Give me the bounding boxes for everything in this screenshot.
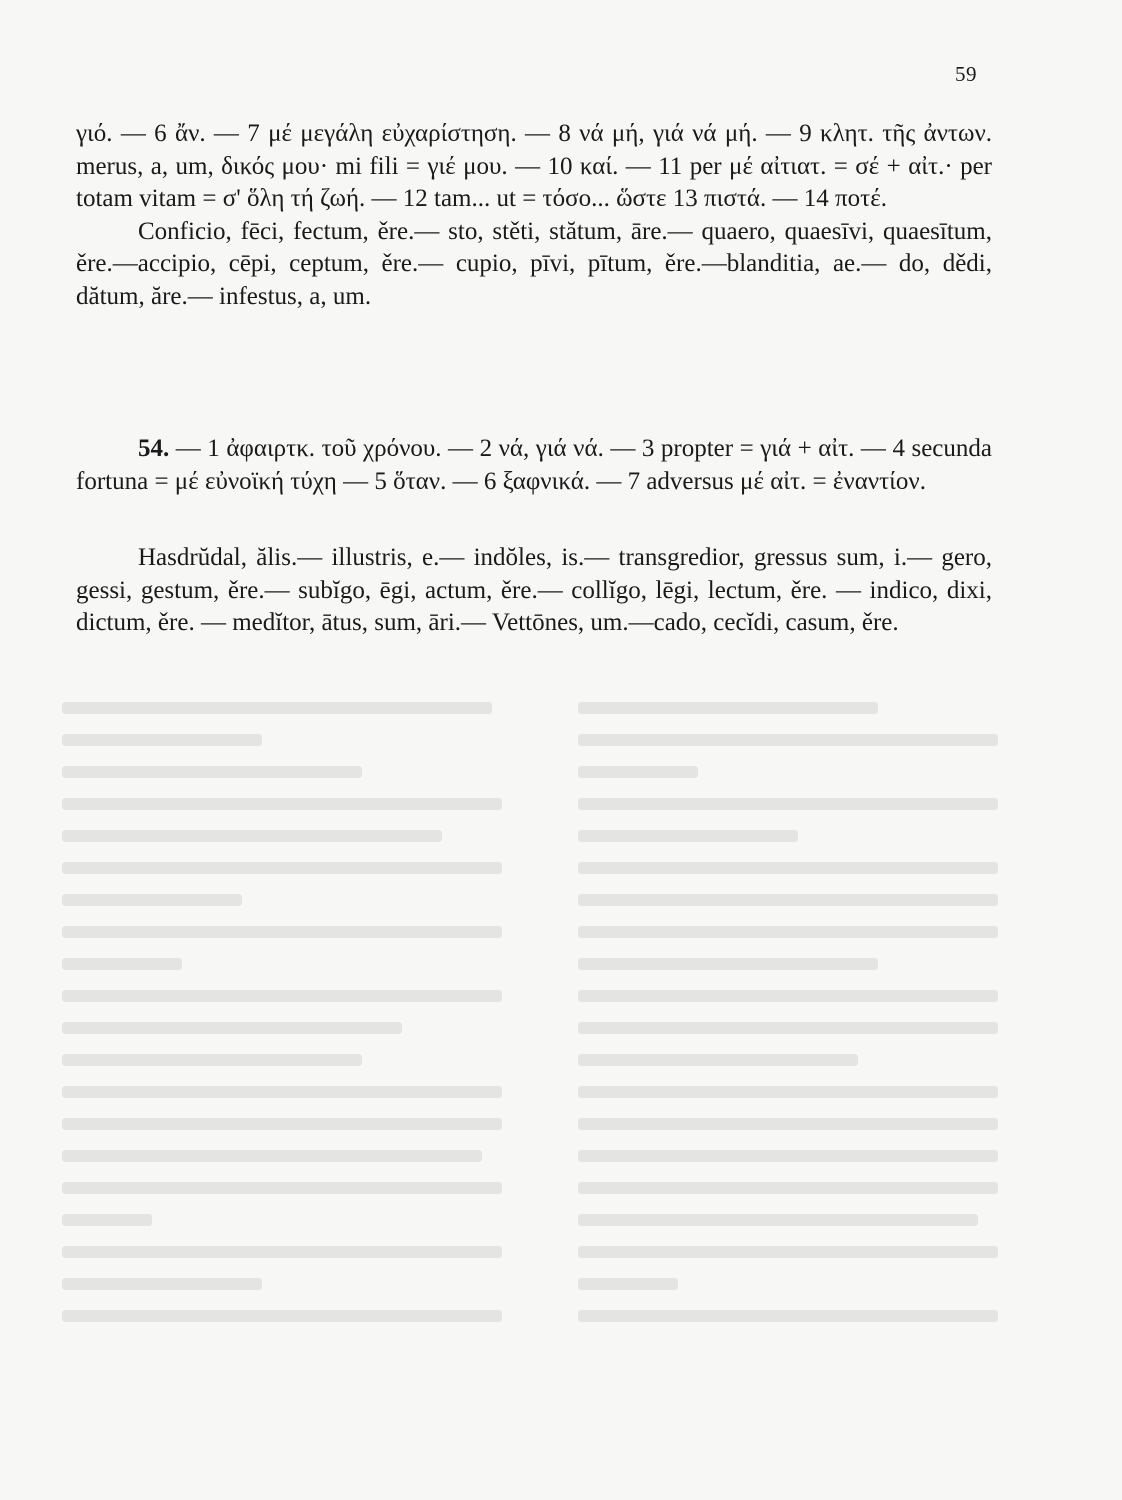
notes-paragraph-a: γιό. — 6 ἄν. — 7 μέ μεγάλη εὐχαρίστηση. — 8 νά μή, γιά νά μή. — 9 κλητ. τῆς ἀντων. merus, a, um, δικός μου· mi fili = γιέ μου. — 10 καί. — 11 per μέ αἰτιατ. = σέ + αἰτ.· per totam vitam = σ' ὅλη τή ζωή. — 12 tam... ut = τόσο... ὥστε 13 πιστά. — 14 ποτέ. — [76, 120, 992, 212]
section-number: 54. — [138, 435, 170, 462]
vocabulary-paragraph-b: Hasdrŭdal, ălis.— illustris, e.— indŏles, is.— transgredior, gressus sum, i.— gero, gessi, gestum, ěre.— subĭgo, ēgi, actum, ěre.— collĭgo, lēgi, lectum, ěre. — indico, dixi, dictum, ěre. — medĭtor, ātus, sum, āri.— Vettōnes, um.—cado, cecĭdi, casum, ěre. — [76, 544, 992, 636]
section-54-notes — [76, 433, 992, 498]
notes-paragraph-b: — 1 ἀφαιρτκ. τοῦ χρόνου. — 2 νά, γιά νά. — 3 propter = γιά + αἰτ. — 4 secunda fortuna = μέ εὐνοϊκή τύχη — 5 ὅταν. — 6 ξαφνικά. — 7 adversus μέ αἰτ. = ἐναντίον. — [76, 435, 992, 495]
vocabulary-paragraph-a: Conficio, fēci, fectum, ěre.— sto, stěti, stătum, āre.— quaero, quaesīvi, quaesītum, ěre.—accipio, cēpi, ceptum, ěre.— cupio, pīvi, pītum, ěre.—blanditia, ae.— do, dědi, dătum, ăre.— infestus, a, um. — [76, 217, 992, 310]
notes-block — [76, 118, 992, 313]
bleed-through-shadow — [62, 690, 1022, 1390]
page-number: 59 — [955, 62, 977, 86]
